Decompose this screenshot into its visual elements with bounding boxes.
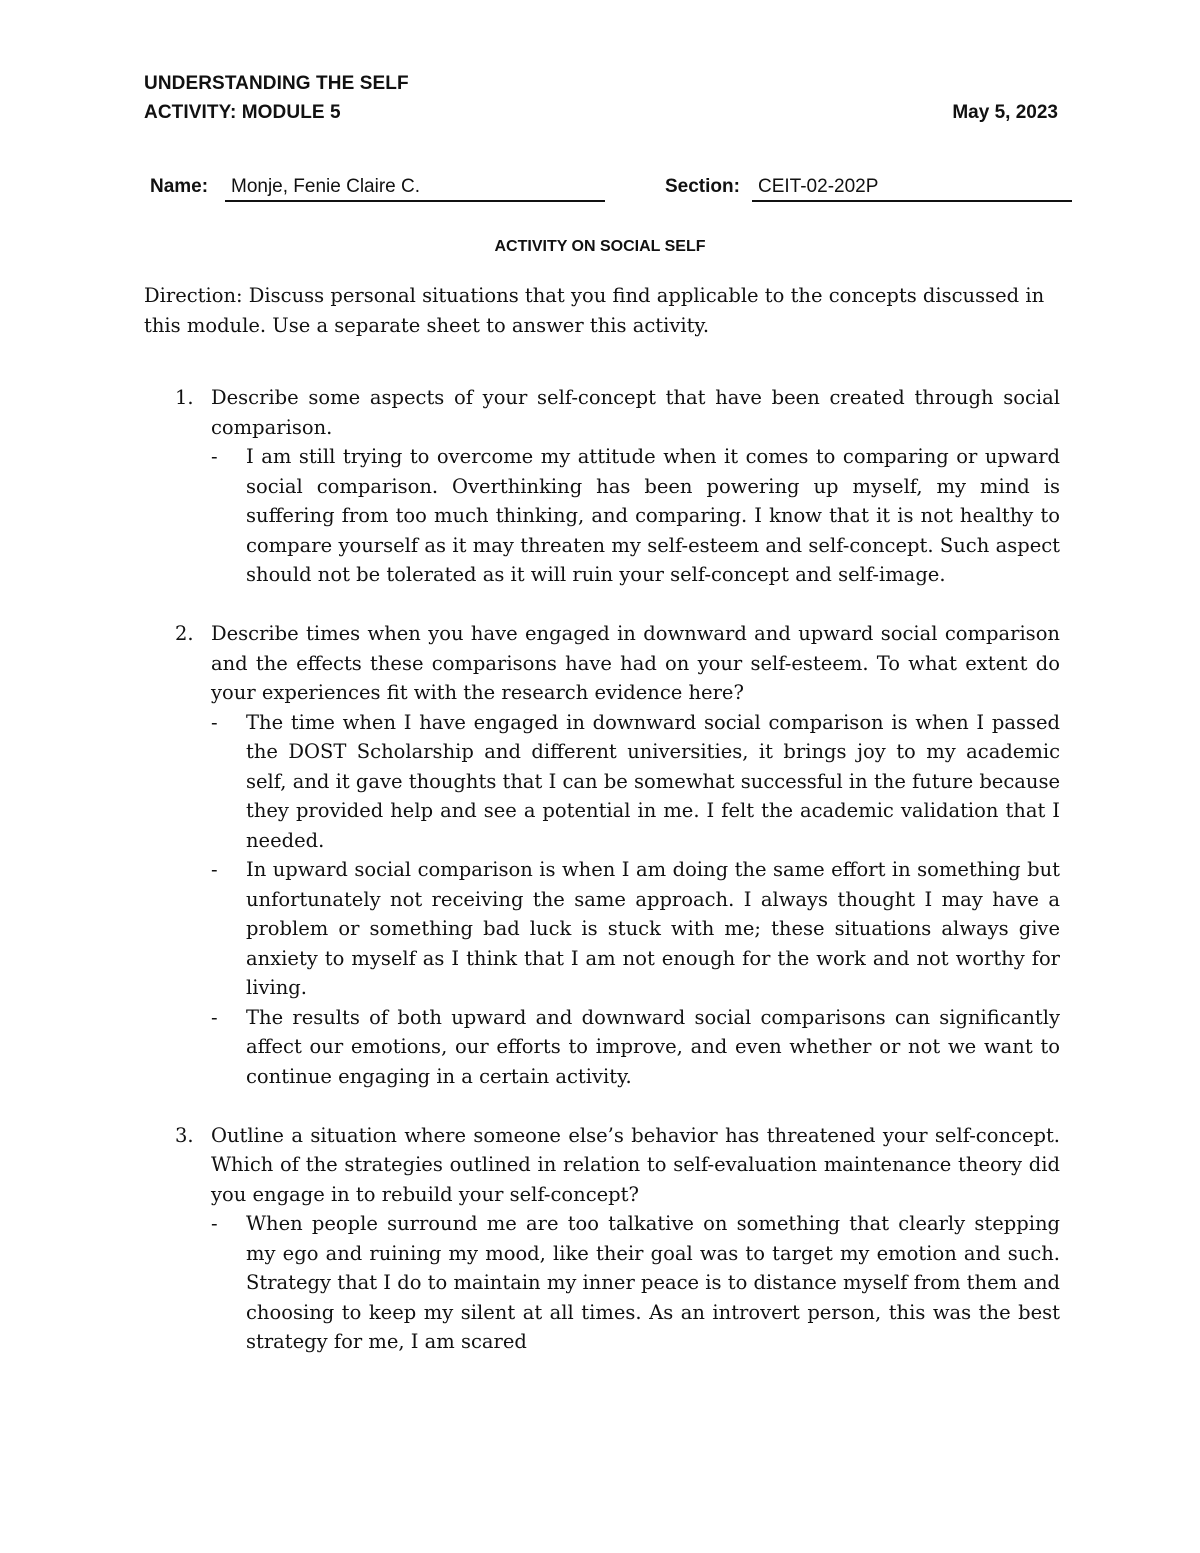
course-title: UNDERSTANDING THE SELF xyxy=(144,73,409,94)
section-label: Section: xyxy=(665,176,740,197)
dash-bullet: - xyxy=(211,445,218,468)
section-field: CEIT-02-202P xyxy=(752,174,1072,202)
name-field: Monje, Fenie Claire C. xyxy=(225,174,605,202)
answer-item xyxy=(211,442,1060,590)
question-text: Describe some aspects of your self-concept that have been created through social comparison. xyxy=(211,386,1060,439)
question-item xyxy=(144,383,1060,590)
question-number: 3. xyxy=(175,1123,194,1147)
activity-title: ACTIVITY ON SOCIAL SELF xyxy=(494,238,706,255)
dash-bullet: - xyxy=(211,1212,218,1235)
dash-bullet: - xyxy=(211,858,218,881)
dash-bullet: - xyxy=(211,1005,218,1029)
question-number: 2. xyxy=(175,622,194,645)
question-item xyxy=(144,619,1060,1091)
question-item xyxy=(144,1121,1060,1357)
answer-item xyxy=(211,708,1060,856)
dash-bullet: - xyxy=(211,710,218,734)
document-date: May 5, 2023 xyxy=(952,102,1058,123)
question-list xyxy=(144,383,1060,1386)
question-text: Outline a situation where someone else’s behavior has threatened your self-concept. Which of the strategies outlined in relation to self-evaluation maintenance theory did you engage in to rebuild your self-concept? xyxy=(211,1123,1060,1206)
question-text: Describe times when you have engaged in downward and upward social comparison and the effects these comparisons have had on your self-esteem. To what extent do your experiences fit with the research evidence here? xyxy=(211,622,1060,704)
answer-text: The time when I have engaged in downward social comparison is when I passed the DOST Scholarship and different universities, it brings joy to my academic self, and it gave thoughts that I can be somewhat successful in the future because they provided help and see a potential in me. I felt the academic validation that I needed. xyxy=(246,710,1060,852)
answer-item xyxy=(211,1003,1060,1092)
answer-item xyxy=(211,1209,1060,1357)
name-label: Name: xyxy=(150,176,209,197)
answer-text: In upward social comparison is when I am doing the same effort in something but unfortunately not receiving the same approach. I always thought I may have a problem or something bad luck is stuck with me; these situations always give anxiety to myself as I think that I am not enough for the work and not worthy for living. xyxy=(246,858,1060,999)
direction-text: Direction: Discuss personal situations that you find applicable to the concepts discussed in this module. Use a separate sheet to answer this activity. xyxy=(144,284,1045,337)
activity-module-label: ACTIVITY: MODULE 5 xyxy=(144,102,341,123)
answer-text: When people surround me are too talkative on something that clearly stepping my ego and ruining my mood, like their goal was to target my emotion and such. Strategy that I do to maintain my inner peace is to distance myself from them and choosing to keep my silent at all times. As an introvert person, this was the best strategy for me, I am scared xyxy=(246,1212,1060,1353)
answer-text: The results of both upward and downward social comparisons can significantly affect our emotions, our efforts to improve, and even whether or not we want to continue engaging in a certain activity. xyxy=(246,1005,1060,1088)
question-number: 1. xyxy=(175,386,194,409)
answer-text: I am still trying to overcome my attitude when it comes to comparing or upward social comparison. Overthinking has been powering up myself, my mind is suffering from too much thinking, and comparing. I know that it is not healthy to compare yourself as it may threaten my self-esteem and self-concept. Such aspect should not be tolerated as it will ruin your self-concept and self-image. xyxy=(246,445,1060,586)
answer-item xyxy=(211,855,1060,1003)
